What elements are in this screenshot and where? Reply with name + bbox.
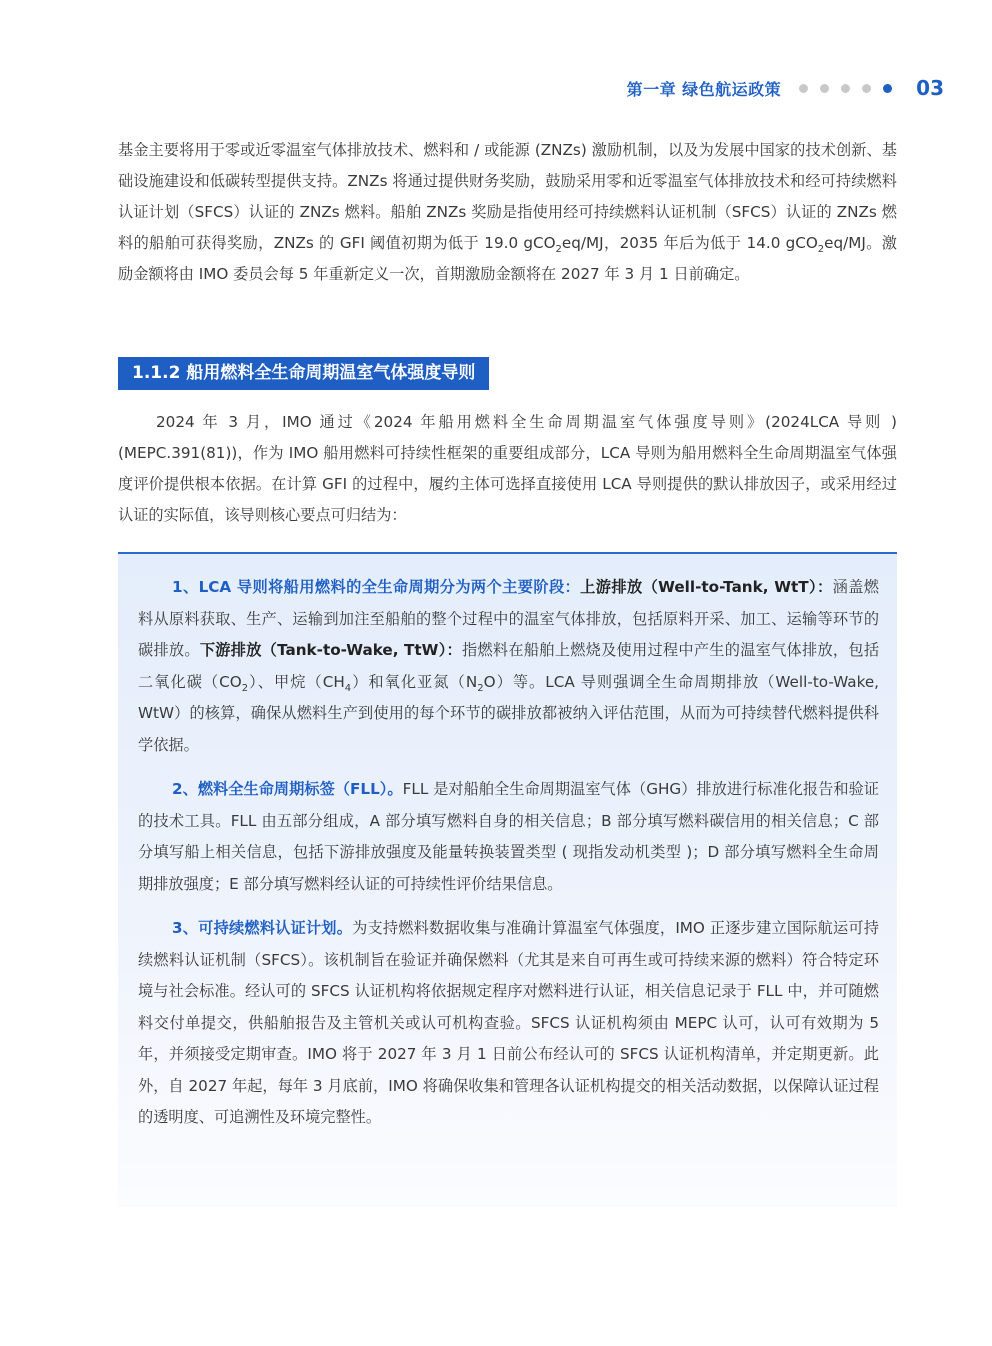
progress-dot [862, 84, 871, 93]
progress-dot [820, 84, 829, 93]
page-header [627, 76, 944, 100]
progress-dot [841, 84, 850, 93]
key-points-box [118, 552, 897, 1207]
page-number: 03 [916, 76, 944, 100]
lca-guideline-paragraph: 2024 年 3 月，IMO 通过《2024 年船用燃料全生命周期温室气体强度导则》(2024LCA 导则 )(MEPC.391(81))，作为 IMO 船用燃料可持续性框架的重要组成部分，LCA 导则为船用燃料全生命周期温室气体强度评价提供根本依据。在计算 GFI 的过程中，履约主体可选择直接使用 LCA 导则提供的默认排放因子，或采用经过认证的实际值，该导则核心要点可归结为： [118, 413, 897, 524]
progress-dot [799, 84, 808, 93]
key-point-2: 2、燃料全生命周期标签（FLL）。FLL 是对船舶全生命周期温室气体（GHG）排放进行标准化报告和验证的技术工具。FLL 由五部分组成，A 部分填写燃料自身的相关信息；B 部分填写燃料碳信用的相关信息；C 部分填写船上相关信息，包括下游排放强度及能量转换装置类型 ( 现指发动机类型 )；D 部分填写燃料全生命周期排放强度；E 部分填写燃料经认证的可持续性评价结果信息。 [138, 780, 879, 893]
progress-dot-active [883, 84, 892, 93]
chapter-title: 第一章 绿色航运政策 [626, 79, 782, 99]
chapter-progress-dots [799, 84, 892, 93]
intro-paragraph: 基金主要将用于零或近零温室气体排放技术、燃料和 / 或能源 (ZNZs) 激励机制，以及为发展中国家的技术创新、基础设施建设和低碳转型提供支持。ZNZs 将通过提供财务奖励，鼓励采用零和近零温室气体排放技术和经可持续燃料认证计划（SFCS）认证的 ZNZs 燃料。船舶 ZNZs 奖励是指使用经可持续燃料认证机制（SFCS）认证的 ZNZs 燃料的船舶可获得奖励，ZNZs 的 GFI 阈值初期为低于 19.0 gCO$_2$eq/MJ，2035 年后为低于 14.0 gCO$_2$eq/MJ。激励金额将由 IMO 委员会每 5 年重新定义一次，首期激励金额将在 2027 年 3 月 1 日前确定。 [118, 141, 897, 283]
section-heading: 1.1.2 船用燃料全生命周期温室气体强度导则 [118, 357, 489, 390]
key-point-1: 1、LCA 导则将船用燃料的全生命周期分为两个主要阶段：上游排放（Well-to-Tank, WtT）：涵盖燃料从原料获取、生产、运输到加注至船舶的整个过程中的温室气体排放，包括原料开采、加工、运输等环节的碳排放。下游排放（Tank-to-Wake, TtW）：指燃料在船舶上燃烧及使用过程中产生的温室气体排放，包括二氧化碳$(CO_2)$、甲烷$(CH_4)$和氧化亚氮$(N_2O)$等。LCA 导则强调全生命周期排放（Well-to-Wake, WtW）的核算，确保从燃料生产到使用的每个环节的碳排放都被纳入评估范围，从而为可持续替代燃料提供科学依据。 [138, 578, 880, 754]
key-point-3: 3、可持续燃料认证计划。为支持燃料数据收集与准确计算温室气体强度，IMO 正逐步建立国际航运可持续燃料认证机制（SFCS）。该机制旨在验证并确保燃料（尤其是来自可再生或可持续来源的燃料）符合特定环境与社会标准。经认可的 SFCS 认证机构将依据规定程序对燃料进行认证，相关信息记录于 FLL 中，并可随燃料交付单提交，供船舶报告及主管机关或认可机构查验。SFCS 认证机构须由 MEPC 认可，认可有效期为 5 年，并须接受定期审查。IMO 将于 2027 年 3 月 1 日前公布经认可的 SFCS 认证机构清单，并定期更新。此外，自 2027 年起，每年 3 月底前，IMO 将确保收集和管理各认证机构提交的相关活动数据，以保障认证过程的透明度、可追溯性及环境完整性。 [138, 919, 879, 1126]
